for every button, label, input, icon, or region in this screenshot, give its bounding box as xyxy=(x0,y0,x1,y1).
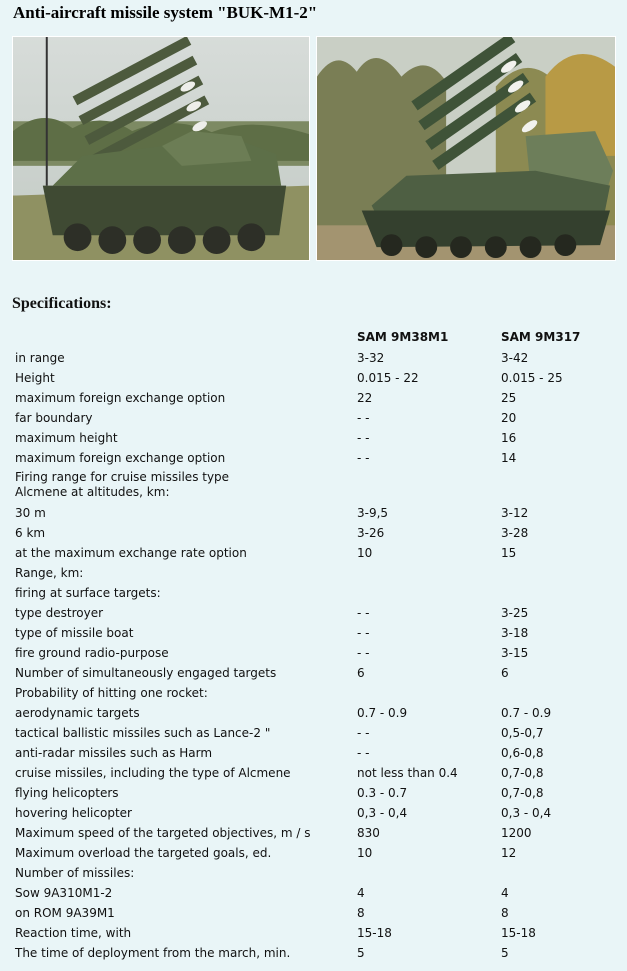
value-9m38m1: - - xyxy=(357,746,370,760)
value-9m317: 0,5-0,7 xyxy=(501,726,544,740)
table-row xyxy=(0,543,627,563)
value-9m317: 6 xyxy=(501,666,509,680)
value-9m38m1: - - xyxy=(357,451,370,465)
row-label: Firing range for cruise missiles type xyxy=(15,470,230,484)
value-9m38m1: 0.015 - 22 xyxy=(357,371,419,385)
value-9m38m1: - - xyxy=(357,646,370,660)
row-label: firing at surface targets: xyxy=(15,586,161,600)
row-label: anti-radar missiles such as Harm xyxy=(15,746,213,760)
value-9m317: 1200 xyxy=(501,826,532,840)
table-row xyxy=(0,388,627,408)
value-9m317: 3-18 xyxy=(501,626,529,640)
value-9m317: 12 xyxy=(501,846,517,860)
row-label: Number of simultaneously engaged targets xyxy=(15,666,277,680)
value-9m317: 0.7 - 0.9 xyxy=(501,706,552,720)
column-header-9m317: SAM 9M317 xyxy=(501,330,581,344)
value-9m317: 20 xyxy=(501,411,517,425)
value-9m38m1: 22 xyxy=(357,391,373,405)
row-label: The time of deployment from the march, min. xyxy=(15,946,291,960)
table-row xyxy=(0,863,627,883)
table-row xyxy=(0,843,627,863)
table-row xyxy=(0,923,627,943)
row-label: Number of missiles: xyxy=(15,866,135,880)
value-9m317: 3-25 xyxy=(501,606,529,620)
value-9m38m1: 3-26 xyxy=(357,526,385,540)
row-label: Maximum overload the targeted goals, ed. xyxy=(15,846,272,860)
value-9m38m1: 0,3 - 0,4 xyxy=(357,806,408,820)
row-label: on ROM 9A39M1 xyxy=(15,906,115,920)
value-9m38m1: 15-18 xyxy=(357,926,392,940)
table-row xyxy=(0,603,627,623)
value-9m317: 0,7-0,8 xyxy=(501,786,544,800)
row-label: type destroyer xyxy=(15,606,104,620)
table-row xyxy=(0,448,627,468)
column-header-9m38m1: SAM 9M38M1 xyxy=(357,330,449,344)
value-9m317: 4 xyxy=(501,886,509,900)
row-label: Height xyxy=(15,371,55,385)
row-label: maximum foreign exchange option xyxy=(15,391,226,405)
value-9m38m1: 10 xyxy=(357,546,373,560)
value-9m317: 3-12 xyxy=(501,506,529,520)
table-row xyxy=(0,943,627,963)
value-9m38m1: - - xyxy=(357,431,370,445)
row-label: fire ground radio-purpose xyxy=(15,646,169,660)
page-title: Anti-aircraft missile system "BUK-M1-2" xyxy=(13,3,318,22)
value-9m38m1: 3-32 xyxy=(357,351,385,365)
value-9m38m1: 5 xyxy=(357,946,365,960)
table-row xyxy=(0,468,627,499)
value-9m38m1: 0.7 - 0.9 xyxy=(357,706,408,720)
row-label: maximum height xyxy=(15,431,118,445)
table-row xyxy=(0,903,627,923)
value-9m38m1: - - xyxy=(357,411,370,425)
specifications-heading: Specifications: xyxy=(12,295,112,312)
table-row xyxy=(0,563,627,583)
value-9m317: 14 xyxy=(501,451,517,465)
value-9m317: 5 xyxy=(501,946,509,960)
value-9m38m1: - - xyxy=(357,726,370,740)
value-9m38m1: 830 xyxy=(357,826,380,840)
row-label: Maximum speed of the targeted objectives, m / s xyxy=(15,826,311,840)
table-row xyxy=(0,408,627,428)
table-row xyxy=(0,623,627,643)
row-label: at the maximum exchange rate option xyxy=(15,546,247,560)
table-row xyxy=(0,883,627,903)
table-row xyxy=(0,583,627,603)
row-label: Sow 9A310M1-2 xyxy=(15,886,113,900)
row-label: cruise missiles, including the type of Alcmene xyxy=(15,766,291,780)
value-9m317: 0,6-0,8 xyxy=(501,746,544,760)
table-row xyxy=(0,683,627,703)
row-label: type of missile boat xyxy=(15,626,134,640)
photo-launcher-forest xyxy=(316,36,616,261)
row-label: 30 m xyxy=(15,506,46,520)
table-row xyxy=(0,823,627,843)
value-9m38m1: - - xyxy=(357,606,370,620)
table-row xyxy=(0,428,627,448)
value-9m38m1: 10 xyxy=(357,846,373,860)
table-row xyxy=(0,663,627,683)
photo-launcher-field xyxy=(12,36,310,261)
value-9m38m1: 0.3 - 0.7 xyxy=(357,786,408,800)
value-9m38m1: not less than 0.4 xyxy=(357,766,458,780)
table-row xyxy=(0,743,627,763)
row-label: aerodynamic targets xyxy=(15,706,140,720)
value-9m38m1: 4 xyxy=(357,886,365,900)
value-9m317: 3-15 xyxy=(501,646,529,660)
table-row xyxy=(0,368,627,388)
value-9m317: 16 xyxy=(501,431,517,445)
row-label: in range xyxy=(15,351,65,365)
row-label: Probability of hitting one rocket: xyxy=(15,686,208,700)
row-label: maximum foreign exchange option xyxy=(15,451,226,465)
value-9m317: 8 xyxy=(501,906,509,920)
table-row xyxy=(0,723,627,743)
value-9m38m1: 8 xyxy=(357,906,365,920)
row-label: flying helicopters xyxy=(15,786,119,800)
value-9m38m1: - - xyxy=(357,626,370,640)
row-label: Reaction time, with xyxy=(15,926,132,940)
value-9m38m1: 6 xyxy=(357,666,365,680)
row-label: hovering helicopter xyxy=(15,806,132,820)
table-row xyxy=(0,803,627,823)
table-row xyxy=(0,783,627,803)
table-row xyxy=(0,503,627,523)
value-9m317: 0.015 - 25 xyxy=(501,371,563,385)
value-9m317: 0,7-0,8 xyxy=(501,766,544,780)
value-9m317: 25 xyxy=(501,391,517,405)
table-row xyxy=(0,703,627,723)
row-label-continued: Alcmene at altitudes, km: xyxy=(15,485,170,499)
value-9m317: 0,3 - 0,4 xyxy=(501,806,552,820)
table-row xyxy=(0,348,627,368)
value-9m38m1: 3-9,5 xyxy=(357,506,389,520)
table-row xyxy=(0,523,627,543)
value-9m317: 15 xyxy=(501,546,517,560)
value-9m317: 3-28 xyxy=(501,526,529,540)
table-row xyxy=(0,763,627,783)
row-label: tactical ballistic missiles such as Lance-2 " xyxy=(15,726,271,740)
value-9m317: 3-42 xyxy=(501,351,529,365)
row-label: 6 km xyxy=(15,526,46,540)
row-label: Range, km: xyxy=(15,566,84,580)
row-label: far boundary xyxy=(15,411,93,425)
value-9m317: 15-18 xyxy=(501,926,536,940)
table-row xyxy=(0,643,627,663)
